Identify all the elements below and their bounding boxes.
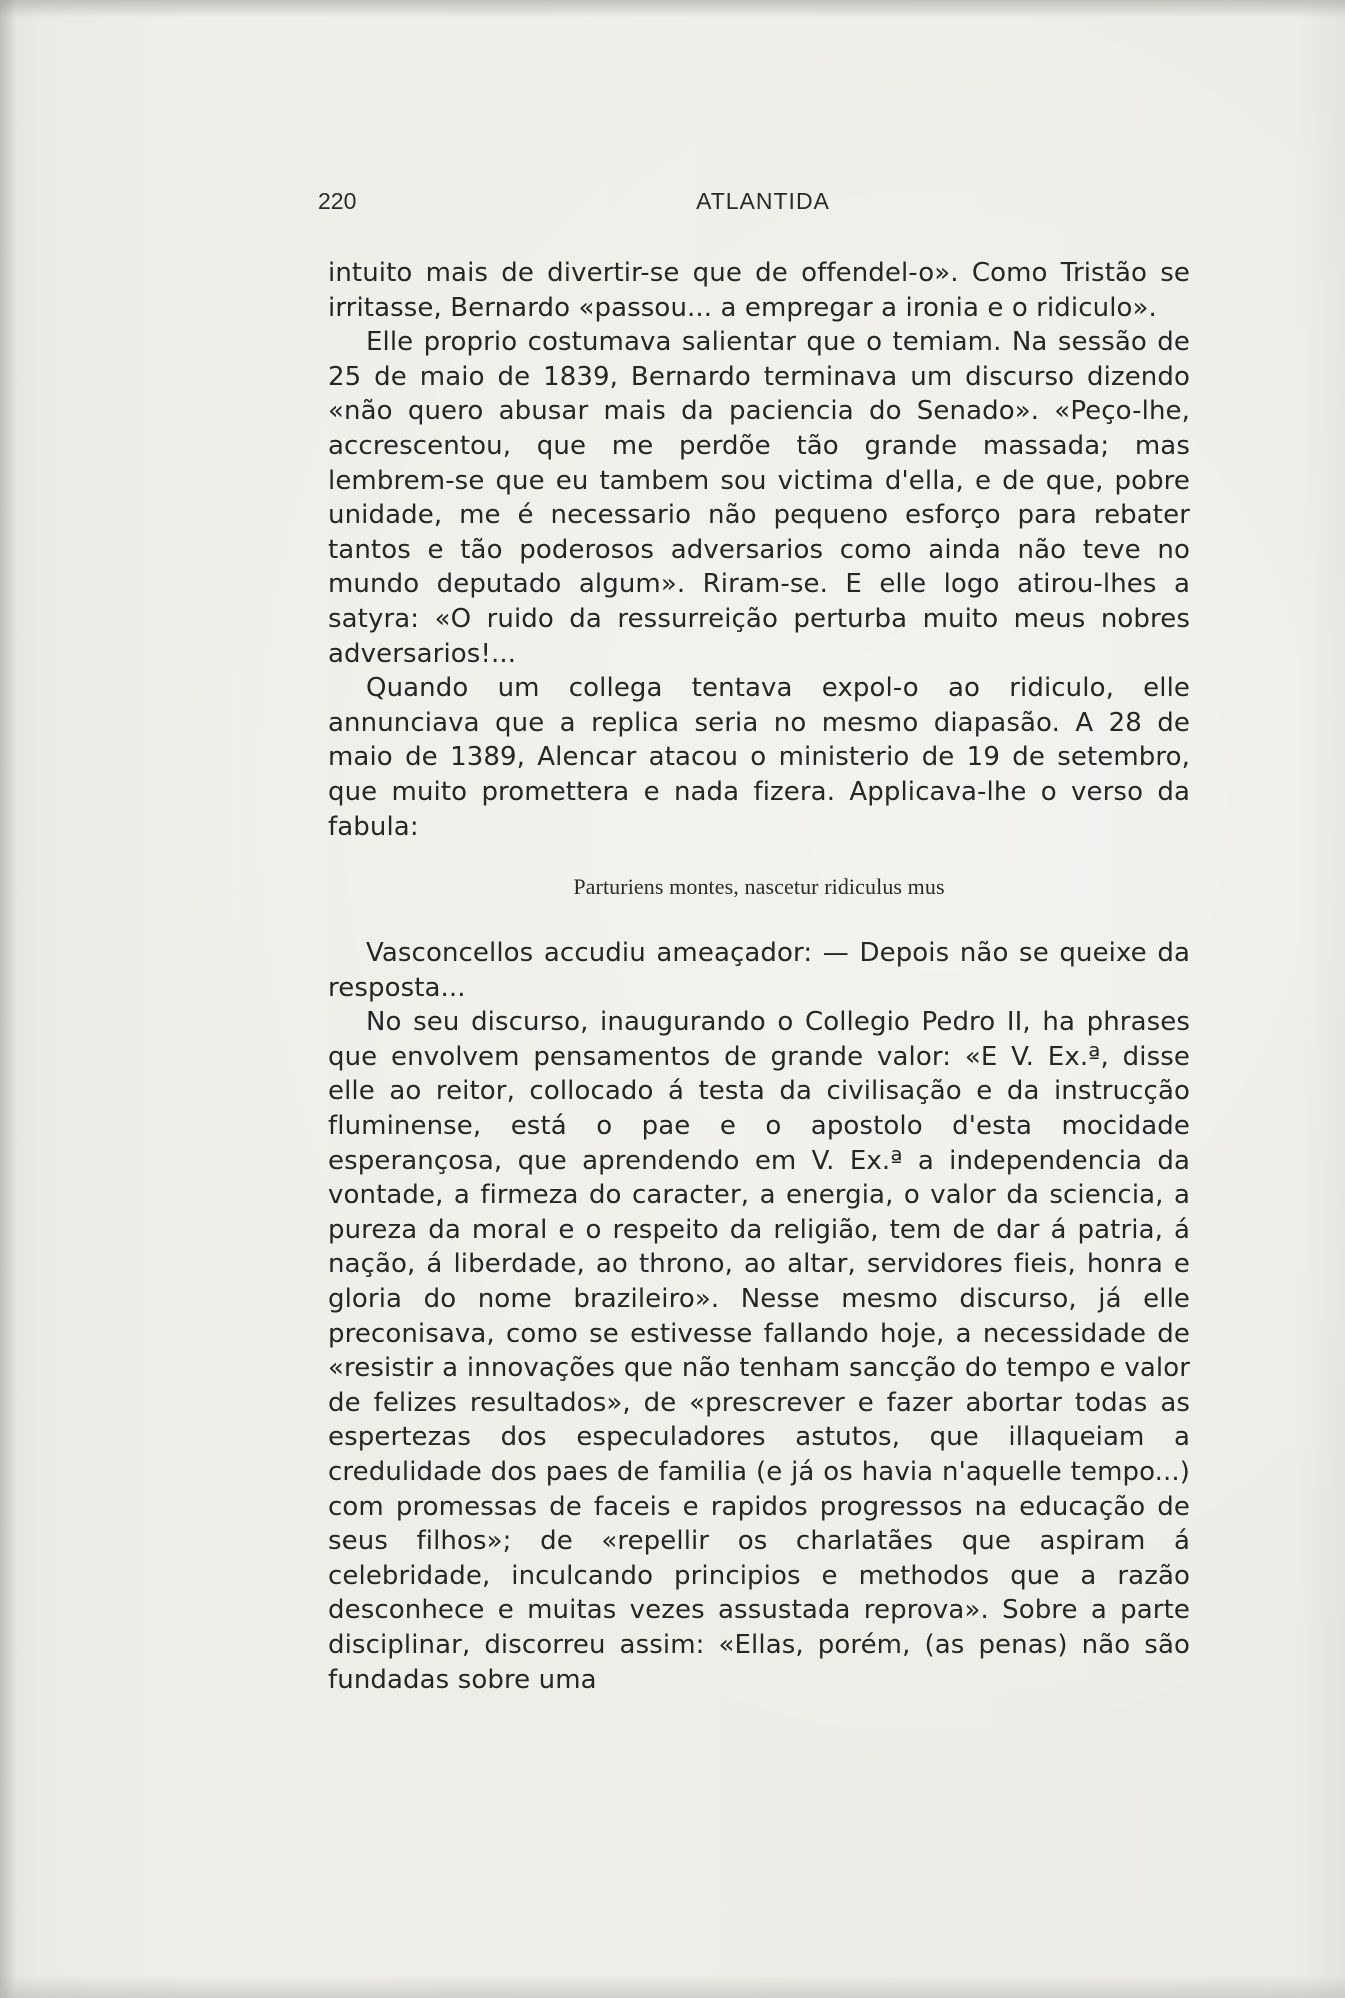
page-top-shadow [0,0,1345,18]
paragraph-2: Elle proprio costumava salientar que o temiam. Na sessão de 25 de maio de 1839, Bernardo terminava um discurso dizendo «não quero abusar mais da paciencia do Senado». «Peço-lhe, accrescentou, que me perdõe tão grande massada; mas lembrem-se que eu tambem sou victima d'ella, e de que, pobre unidade, me é necessario não pequeno esforço para rebater tantos e tão poderosos adversarios como ainda não teve no mundo deputado algum». Riram-se. E elle logo atirou-lhes a satyra: «O ruido da ressurreição perturba muito meus nobres adversarios!... [328,327,1190,669]
paragraph-5: No seu discurso, inaugurando o Collegio Pedro II, ha phrases que envolvem pensamentos de grande valor: «E V. Ex.ª, disse elle ao reitor, collocado á testa da civilisação e da instrucção fluminense, está o pae e o apostolo d'esta mocidade esperançosa, que aprendendo em V. Ex.ª a independencia da vontade, a firmeza do caracter, a energia, o valor da sciencia, a pureza da moral e o respeito da religião, tem de dar á patria, á nação, á liberdade, ao throno, ao altar, servidores fieis, honra e gloria do nome brazileiro». Nesse mesmo discurso, já elle preconisava, como se estivesse fallando hoje, a necessidade de «resistir a innovações que não tenham sancção do tempo e valor de felizes resultados», de «prescrever e fazer abortar todas as espertezas dos especuladores astutos, que illaqueiam a credulidade dos paes de familia (e já os havia n'aquelle tempo...) com promessas de faceis e rapidos progressos na educação de seus filhos»; de «repellir os charlatães que aspiram á celebridade, inculcando principios e methodos que a razão desconhece e muitas vezes assustada reprova». Sobre a parte disciplinar, discorreu assim: «Ellas, porém, (as penas) não são fundadas sobre uma [328,1007,1190,1695]
latin-quote: Parturiens montes, nascetur ridiculus mus [573,874,945,900]
paragraph-1: intuito mais de divertir-se que de offendel-o». Como Tristão se irritasse, Bernardo «passou... a empregar a ironia e o ridiculo». [328,258,1190,323]
paragraph-3: Quando um collega tentava expol-o ao ridiculo, elle annunciava que a replica seria no mesmo diapasão. A 28 de maio de 1389, Alencar atacou o ministerio de 19 de setembro, que muito promettera e nada fizera. Applicava-lhe o verso da fabula: [328,673,1190,842]
page-header [318,188,1208,222]
body-text [328,256,1190,1697]
page-bottom-shadow [0,1975,1345,1998]
page-number: 220 [318,188,357,214]
paragraph-4: Vasconcellos accudiu ameaçador: — Depois não se queixe da resposta... [328,938,1190,1003]
page-left-edge [0,0,16,1998]
running-title: ATLANTIDA [696,188,830,214]
